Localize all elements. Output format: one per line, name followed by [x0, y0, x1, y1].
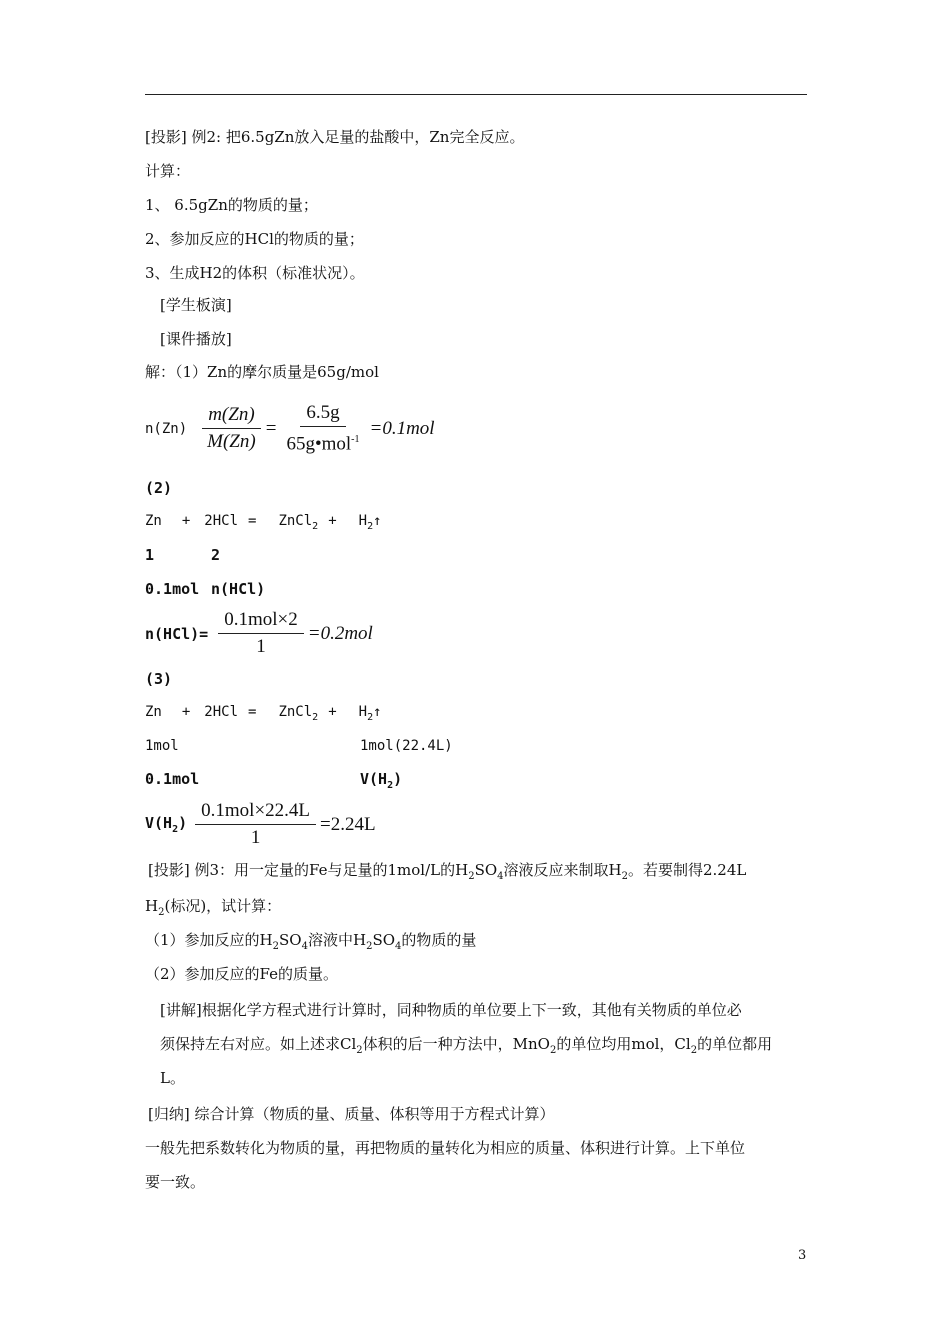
reaction-2: Zn + 2HCl = ZnCl$_2$ + $H_2↑$ [145, 513, 382, 532]
eq1-numerator-2: 6.5g [300, 400, 345, 427]
part-2-label: (2) [145, 479, 173, 497]
eq1-label: n(Zn) [145, 420, 188, 437]
eq1-result: =0.1mol [369, 417, 435, 439]
coef-2: 2 [211, 546, 221, 564]
calc-label: 计算： [145, 162, 191, 180]
header-rule [145, 94, 807, 95]
eq2-fraction [218, 607, 304, 660]
lecture-line2: 须保持左右对应。如上述求$Cl_2$体积的后一种方法中，MnO$_2$的单位均用mol，$Cl_2$的单位都用 [160, 1035, 773, 1056]
eq1-numerator: m(Zn) [202, 402, 260, 429]
student-board: [学生板演] [160, 296, 232, 314]
example3-q2: （2）参加反应的Fe的质量。 [145, 965, 339, 983]
question-2: 2、参加反应的HCl的物质的量； [145, 230, 364, 248]
n-hcl: n(HCl) [211, 580, 266, 598]
eq2-label: n(HCl)= [145, 624, 209, 643]
eq3-label: $V(H_2)$ [145, 814, 188, 835]
eq2-numerator: 0.1mol×2 [218, 607, 304, 634]
mol-0-1-b: 0.1mol [145, 770, 200, 788]
solution-step1: 解：（1）Zn的摩尔质量是65g/mol [145, 363, 379, 381]
summary-line1: 一般先把系数转化为物质的量，再把物质的量转化为相应的质量、体积进行计算。上下单位 [145, 1139, 746, 1157]
reaction-3: Zn + 2HCl = ZnCl$_2$ + $H_2↑$ [145, 704, 382, 723]
courseware-play: [课件播放] [160, 330, 232, 348]
mol-0-1: 0.1mol [145, 580, 200, 598]
eq2-result: =0.2mol [307, 622, 373, 644]
example3-line2: $H_2$(标况)，试计算： [145, 897, 282, 918]
equation-2 [145, 607, 373, 660]
eq1-fraction-b [280, 400, 365, 457]
page-number: 3 [798, 1248, 807, 1263]
v-h2: $V(H_2)$ [360, 770, 403, 791]
eq3-fraction [195, 798, 316, 851]
equation-1 [145, 400, 435, 457]
example2-heading: [投影] 例2: 把6.5gZn放入足量的盐酸中，Zn完全反应。 [145, 128, 525, 146]
eq3-result: =2.24L [320, 813, 376, 835]
example3-line1: [投影] 例3：用一定量的Fe与足量的1mol/L的$H_2SO_4$溶液反应来制取$H_2$。若要制得2.24L [148, 861, 747, 882]
eq1-denominator: M(Zn) [207, 431, 256, 453]
lecture-line3: L。 [160, 1069, 185, 1087]
summary-heading: [归纳] 综合计算（物质的量、质量、体积等用于方程式计算） [148, 1105, 555, 1123]
example3-q1: （1）参加反应的$H_2SO_4$溶液中$H_2SO_4$的物质的量 [145, 931, 477, 952]
part-3-label: (3) [145, 670, 173, 688]
question-1: 1、 6.5gZn的物质的量； [145, 196, 318, 214]
one-mol-volume: 1mol(22.4L) [360, 738, 453, 754]
coef-1: 1 [145, 546, 155, 564]
eq1-equals: = [265, 417, 277, 439]
summary-line2: 要一致。 [145, 1173, 206, 1191]
eq3-numerator: 0.1mol×22.4L [195, 798, 316, 825]
one-mol: 1mol [145, 738, 179, 754]
eq2-denominator: 1 [256, 636, 266, 657]
eq1-denominator-2: 65g•mol$^{-1}$ [286, 433, 360, 455]
lecture-line1: [讲解]根据化学方程式进行计算时，同种物质的单位要上下一致，其他有关物质的单位必 [160, 1001, 742, 1019]
question-3: 3、生成H2的体积（标准状况）。 [145, 264, 365, 282]
equation-3 [145, 798, 376, 851]
eq3-denominator: 1 [250, 827, 261, 848]
eq1-fraction-a [201, 402, 262, 455]
